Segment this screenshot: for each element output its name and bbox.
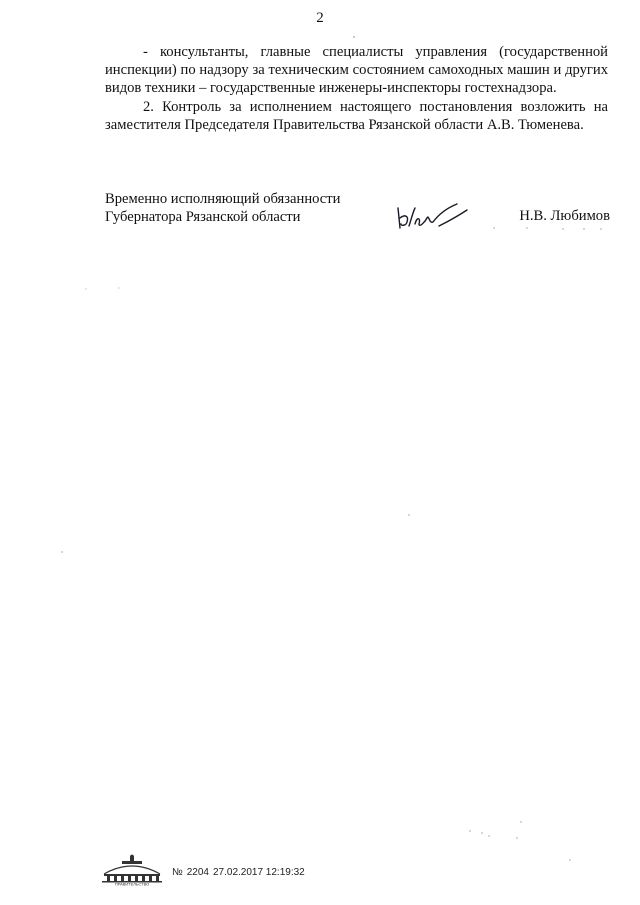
svg-text:ПРАВИТЕЛЬСТВО: ПРАВИТЕЛЬСТВО <box>114 881 150 886</box>
number-sign: № <box>172 867 183 878</box>
document-body <box>105 43 608 134</box>
signer-title-line-2: Губернатора Рязанской области <box>105 209 301 226</box>
handwritten-signature-icon <box>395 200 475 230</box>
signer-name: Н.В. Любимов <box>519 208 610 224</box>
page-number: 2 <box>316 10 324 26</box>
government-building-logo-icon <box>100 852 164 886</box>
document-number: 2204 <box>186 867 209 878</box>
registration-timestamp: 27.02.2017 12:19:32 <box>212 867 305 878</box>
signature-block <box>105 190 610 250</box>
paragraph-consultants: - консультанты, главные специалисты управления (государственной инспекции) по надзору за техническим состоянием самоходных машин и других видов техники – государственные инженеры-инспекторы гостехнадзора. <box>105 44 608 97</box>
paragraph-control: 2. Контроль за исполнением настоящего постановления возложить на заместителя Председателя Правительства Рязанской области А.В. Тюменева. <box>105 98 608 133</box>
signer-title-line-1: Временно исполняющий обязанности <box>105 191 341 207</box>
signer-title <box>105 190 340 226</box>
registration-stamp <box>100 850 360 890</box>
registration-line <box>172 867 309 878</box>
